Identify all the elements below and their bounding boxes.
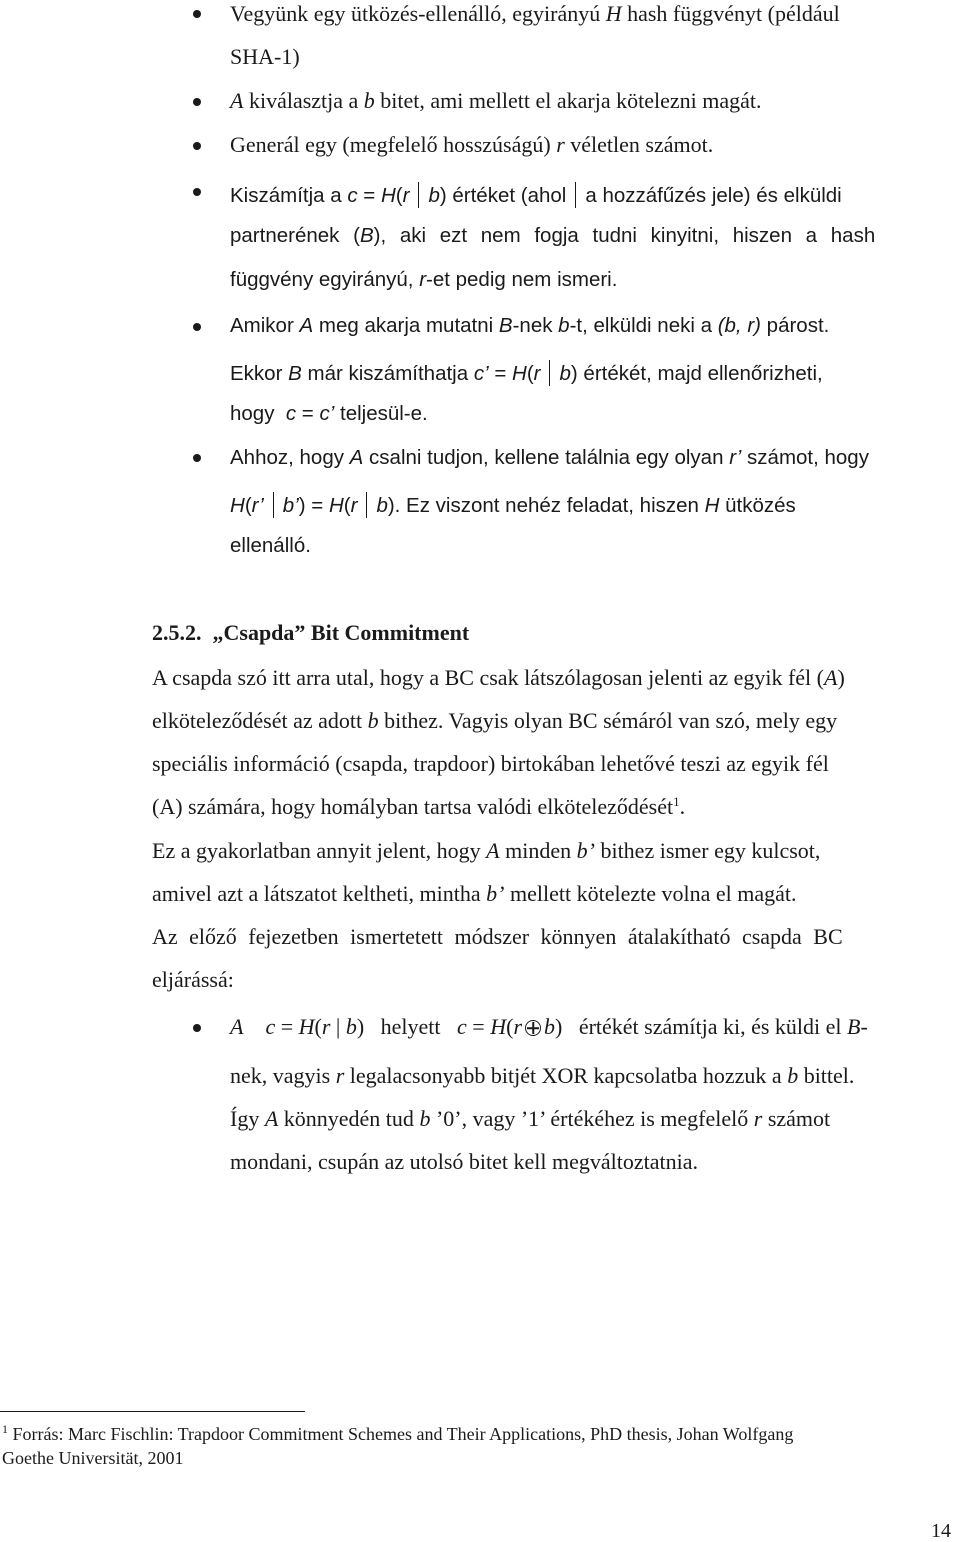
list-item-line: hogy c = c’ teljesül-e. xyxy=(230,402,428,425)
paragraph-line: Ez a gyakorlatban annyit jelent, hogy A minden b’ bithez ismer egy kulcsot, xyxy=(152,838,821,863)
footnote-divider xyxy=(0,1411,305,1412)
page-number: 14 xyxy=(931,1520,951,1542)
bullet-dot xyxy=(193,98,201,106)
bullet-dot xyxy=(193,1024,201,1032)
list-item-line: Így A könnyedén tud b ’0’, vagy ’1’ értékéhez is megfelelő r számot xyxy=(230,1106,831,1131)
list-item-line: nek, vagyis r legalacsonyabb bitjét XOR kapcsolatba hozzuk a b bittel. xyxy=(230,1063,855,1088)
list-item-line: partnerének (B), aki ezt nem fogja tudni kinyitni, hiszen a hash xyxy=(230,224,876,247)
section-title: „Csapda” Bit Commitment xyxy=(212,620,470,645)
footnote-reference: 1 xyxy=(673,794,680,809)
xor-symbol xyxy=(525,1020,541,1036)
bullet-dot xyxy=(193,142,201,150)
paragraph-line: elköteleződését az adott b bithez. Vagyis olyan BC sémáról van szó, mely egy xyxy=(152,708,838,733)
list-item-line: függvény egyirányú, r-et pedig nem ismeri. xyxy=(230,268,618,291)
list-item-line: Generál egy (megfelelő hosszúságú) r véletlen számot. xyxy=(230,132,714,157)
list-item-line: mondani, csupán az utolsó bitet kell megváltoztatnia. xyxy=(230,1149,698,1174)
paragraph-line: A csapda szó itt arra utal, hogy a BC csak látszólagosan jelenti az egyik fél (A) xyxy=(152,665,845,690)
paragraph-line: speciális információ (csapda, trapdoor) birtokában lehetővé teszi az egyik fél xyxy=(152,751,829,776)
bullet-dot xyxy=(193,10,201,18)
section-number: 2.5.2. xyxy=(152,620,202,645)
list-item-line: Vegyünk egy ütközés-ellenálló, egyirányú H hash függvényt (például xyxy=(230,1,840,26)
section-heading xyxy=(152,622,469,644)
footnote-number: 1 xyxy=(2,1422,8,1436)
list-item-line: SHA-1) xyxy=(230,44,300,69)
list-item-line: Amikor A meg akarja mutatni B-nek b-t, elküldi neki a (b, r) párost. xyxy=(230,314,830,337)
list-item-line: Ahhoz, hogy A csalni tudjon, kellene találnia egy olyan r’ számot, hogy xyxy=(230,446,869,469)
paragraph-line: amivel azt a látszatot keltheti, mintha b’ mellett kötelezte volna el magát. xyxy=(152,881,797,906)
list-item-line: A kiválasztja a b bitet, ami mellett el akarja kötelezni magát. xyxy=(230,88,762,113)
formula-line: A c = H(r | b) helyett c = H(r b) értékét számítja ki, és küldi el B- xyxy=(230,1014,868,1039)
list-item-line: Ekkor B már kiszámíthatja c’ = H(r b) értékét, majd ellenőrizheti, xyxy=(230,362,823,385)
paragraph-line: Az előző fejezetben ismertetett módszer könnyen átalakítható csapda BC xyxy=(152,924,843,949)
bullet-dot xyxy=(193,323,201,331)
list-item-line: H(r’ b’) = H(r b). Ez viszont nehéz feladat, hiszen H ütközés xyxy=(230,494,796,517)
list-item-line: Kiszámítja a c = H(r b) értéket (ahol a hozzáfűzés jele) és elküldi xyxy=(230,184,842,207)
paragraph-line: eljárássá: xyxy=(152,967,234,992)
list-item-line: ellenálló. xyxy=(230,534,311,557)
footnote-line: Goethe Universität, 2001 xyxy=(2,1448,184,1468)
paragraph-line: (A) számára, hogy homályban tartsa valódi elköteleződését$^1$. xyxy=(152,794,686,819)
bullet-dot xyxy=(193,188,201,196)
footnote-line: $^1$ Forrás: Marc Fischlin: Trapdoor Commitment Schemes and Their Applications, PhD thesis, Johan Wolfgang xyxy=(2,1422,794,1444)
bullet-dot xyxy=(193,454,201,462)
